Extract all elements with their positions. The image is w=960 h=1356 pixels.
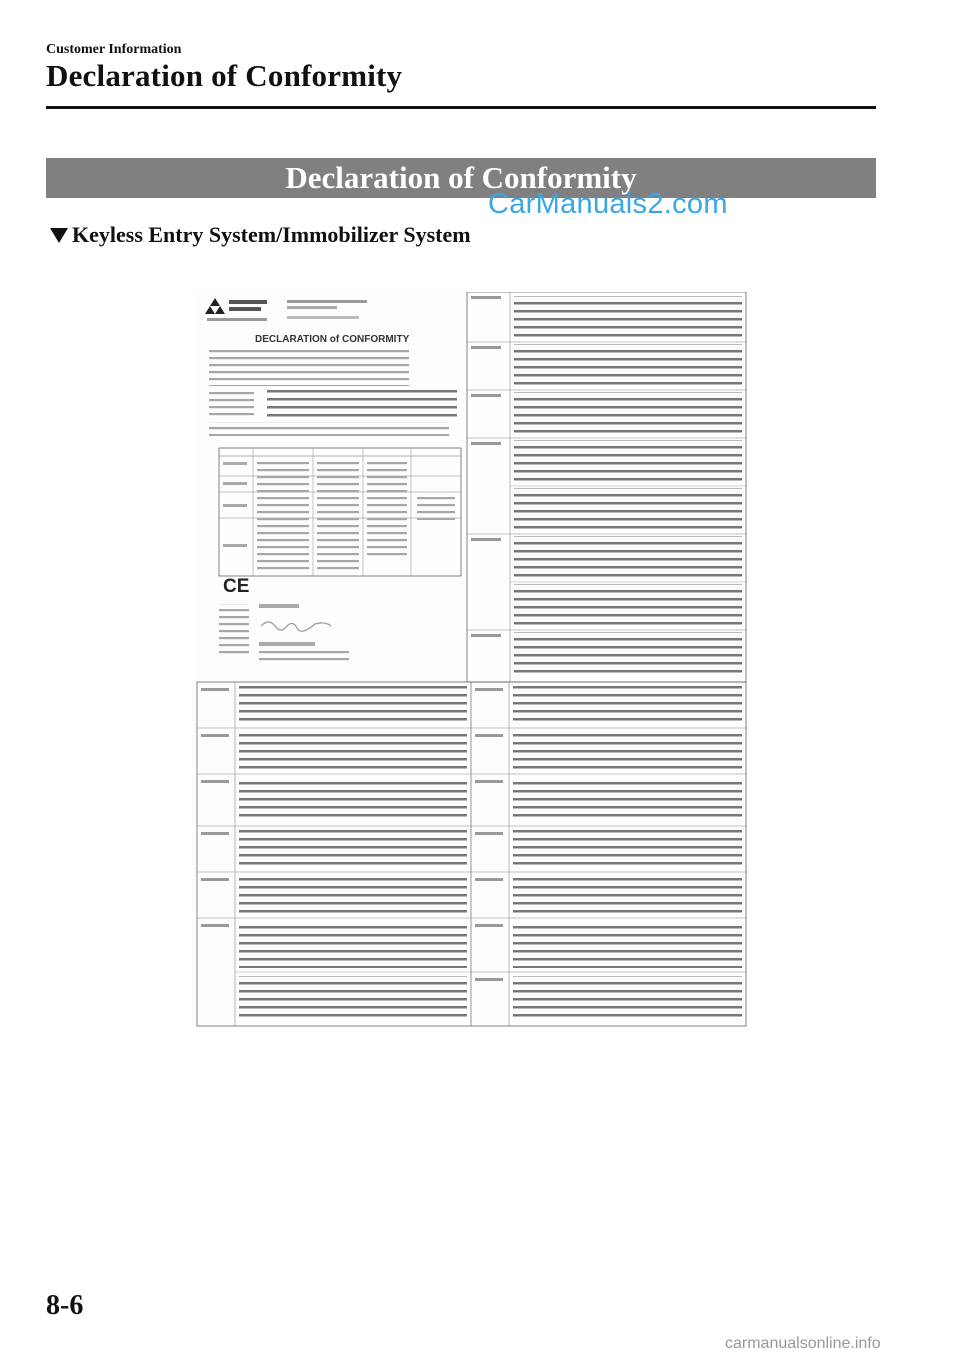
mitsubishi-logo-icon xyxy=(205,298,367,321)
document-heading: DECLARATION of CONFORMITY xyxy=(255,334,410,345)
watermark: CarManuals2.com xyxy=(488,188,728,220)
page-title: Declaration of Conformity xyxy=(46,58,403,93)
declaration-scan xyxy=(195,292,748,1028)
site-watermark: carmanualsonline.info xyxy=(725,1335,881,1352)
model-table xyxy=(219,448,461,576)
section-label: Customer Information xyxy=(46,42,182,57)
subheading-text: Keyless Entry System/Immobilizer System xyxy=(72,222,471,247)
subheading xyxy=(50,222,471,248)
declaration-document-image xyxy=(195,292,748,1028)
ce-mark: CE xyxy=(223,576,250,597)
triangle-down-icon xyxy=(50,228,68,243)
page-number: 8-6 xyxy=(46,1290,84,1321)
signature xyxy=(261,622,331,631)
language-table-bottom xyxy=(197,682,746,1026)
title-rule xyxy=(46,106,876,109)
language-table-right xyxy=(467,292,746,682)
section-banner: Declaration of Conformity xyxy=(46,158,876,198)
